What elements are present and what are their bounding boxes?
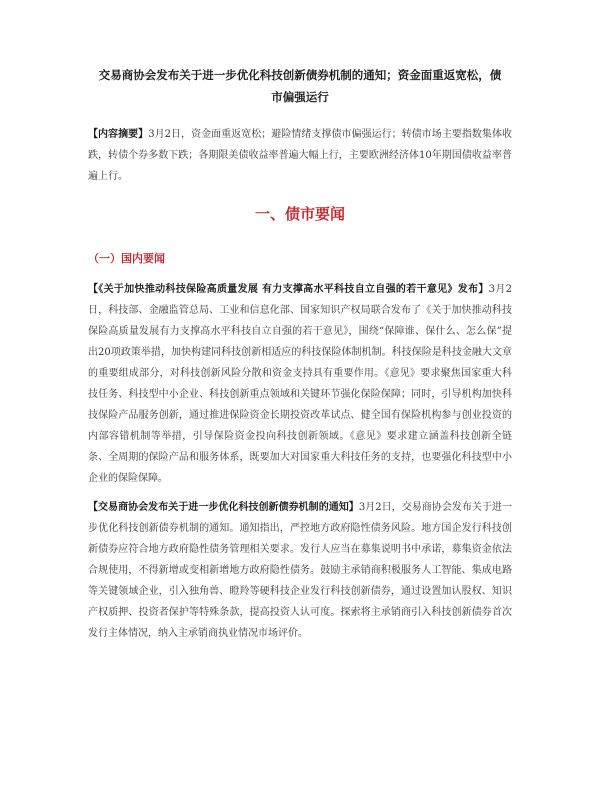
- subsection-title: （一）国内要闻: [88, 252, 165, 265]
- summary-paragraph: [88, 124, 512, 187]
- summary-tag: 【内容摘要】: [88, 129, 149, 140]
- document-title-line1: 交易商协会发布关于进一步优化科技创新债券机制的通知；资金面重返宽松，债: [98, 68, 502, 82]
- news-headline: 【交易商协会发布关于进一步优化科技创新债券机制的通知】: [88, 502, 359, 513]
- news-body: 3月2日，交易商协会发布关于进一步优化科技创新债券机制的通知。通知指出，严控地方政府隐性债务风险。地方国企发行科技创新债券应符合地方政府隐性债务管理相关要求。发行人应当在募集说明书中承诺，募集资金依法合规使用，不得新增或变相新增地方政府隐性债务。鼓励主承销商积极服务人工智能、集成电路等关键领域企业，引入独角兽、瞪羚等硬科技企业发行科技创新债券，通过设置加认股权、知识产权质押、投资者保护等特殊条款，提高投资人认可度。探索将主承销商引入科技创新债券首次发行主体情况，纳入主承销商执业情况市场评价。: [88, 502, 513, 639]
- summary-text: 3月2日，资金面重返宽松；避险情绪支撑债市偏强运行；转债市场主要指数集体收跌，转债个券多数下跌；各期限美债收益率普遍大幅上行，主要欧洲经济体10年期国债收益率普遍上行。: [88, 129, 512, 182]
- news-item: [88, 279, 512, 489]
- section-title: 一、债市要闻: [254, 205, 345, 223]
- news-headline: 【《关于加快推动科技保险高质量发展 有力支撑高水平科技自立自强的若干意见》发布】: [88, 284, 489, 295]
- news-item: [88, 497, 512, 644]
- news-body: 3月2日，科技部、金融监管总局、工业和信息化部、国家知识产权局联合发布了《关于加快推动科技保险高质量发展有力支撑高水平科技自立自强的若干意见》，围绕“保障谁、保什么、怎么保”提出20项政策举措，加快构建同科技创新相适应的科技保险体制机制。科技保险是科技金融大文章的重要组成部分，对科技创新风险分散和资金支持具有重要作用。《意见》要求聚焦国家重大科技任务、科技型中小企业、科技创新重点领域和关键环节强化保险保障；同时，引导机构加快科技保险产品服务创新，通过推进保险资金长期投资改革试点、健全国有保险机构参与创业投资的内部容错机制等举措，引导保险资金投向科技创新领域。《意见》要求建立涵盖科技创新全链条、全周期的保险产品和服务体系，既要加大对国家重大科技任务的支持，也要强化科技型中小企业的保险保障。: [88, 284, 512, 484]
- document-title-line2: 市偏强运行: [271, 90, 329, 104]
- document-title: [88, 64, 512, 108]
